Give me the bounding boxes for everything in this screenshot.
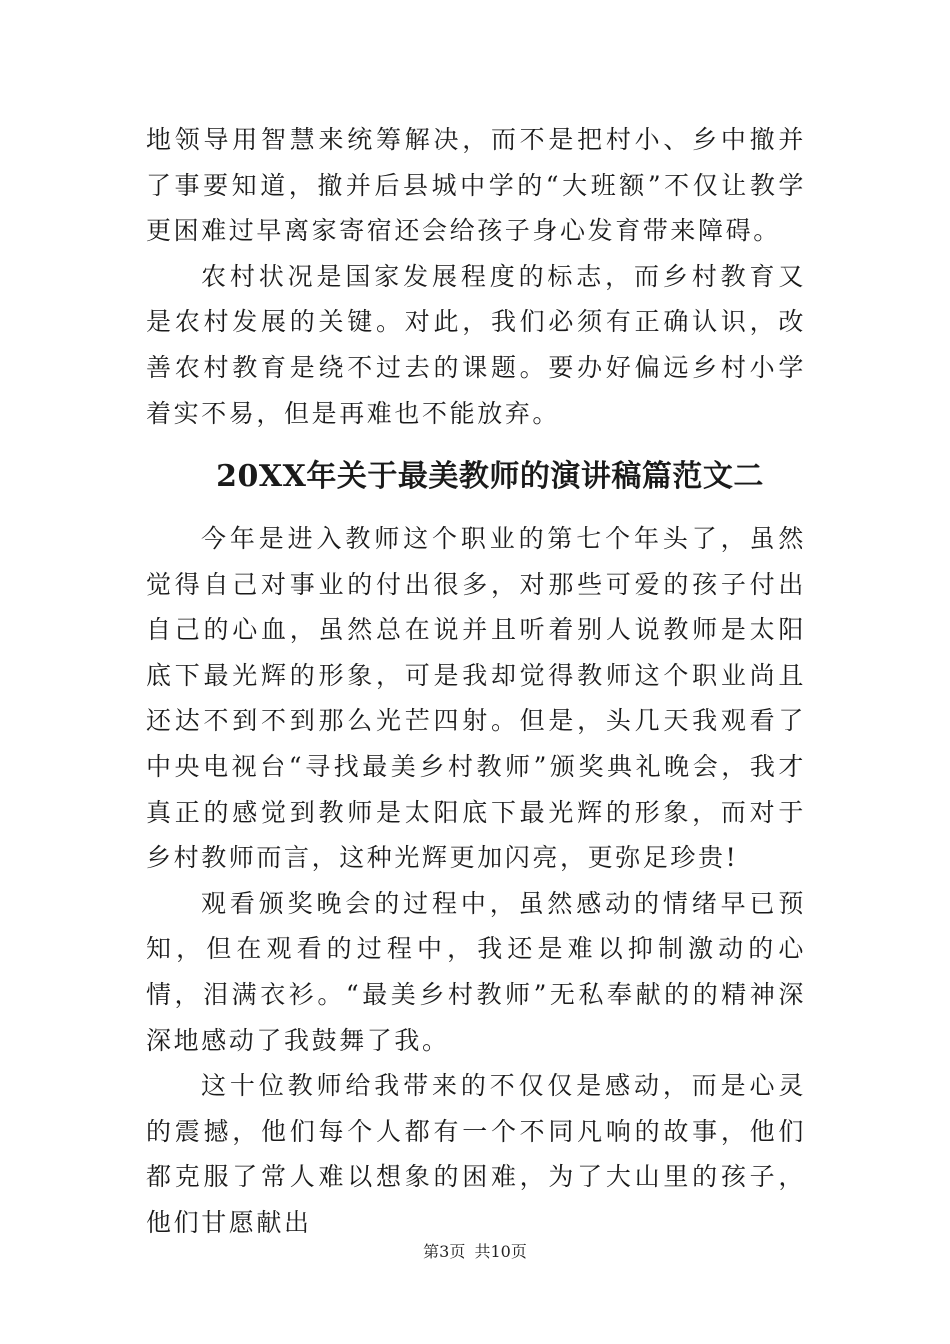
section-title: 20XX年关于最美教师的演讲稿篇范文二 [216,459,764,494]
paragraph: 今年是进入教师这个职业的第七个年头了，虽然觉得自己对事业的付出很多，对那些可爱的孩子付出自己的心血，虽然总在说并且听着别人说教师是太阳底下最光辉的形象，可是我却觉得教师这个职业尚且还达不到不到那么光芒四射。但是，头几天我观看了中央电视台“寻找最美乡村教师”颁奖典礼晚会，我才真正的感觉到教师是太阳底下最光辉的形象，而对于乡村教师而言，这种光辉更加闪亮，更弥足珍贵! [146,524,806,873]
page-total: 共10页 [474,1242,527,1261]
paragraph: 农村状况是国家发展程度的标志，而乡村教育又是农村发展的关键。对此，我们必须有正确认识，改善农村教育是绕不过去的课题。要办好偏远乡村小学着实不易，但是再难也不能放弃。 [146,261,806,428]
paragraph: 这十位教师给我带来的不仅仅是感动，而是心灵的震撼，他们每个人都有一个不同凡响的故事，他们都克服了常人难以想象的困难，为了大山里的孩子，他们甘愿献出 [146,1071,806,1237]
page-footer [0,1240,950,1264]
speech-text-block [146,516,806,1246]
paragraph: 地领导用智慧来统筹解决，而不是把村小、乡中撤并了事要知道，撤并后县城中学的“大班额”不仅让教学更困难过早离家寄宿还会给孩子身心发育带来障碍。 [146,125,806,246]
paragraph: 观看颁奖晚会的过程中，虽然感动的情绪早已预知，但在观看的过程中，我还是难以抑制激动的心情，泪满衣衫。“最美乡村教师”无私奉献的的精神深深地感动了我鼓舞了我。 [146,888,806,1055]
continued-text-block [146,117,806,436]
page-number: 第3页 [423,1242,466,1261]
